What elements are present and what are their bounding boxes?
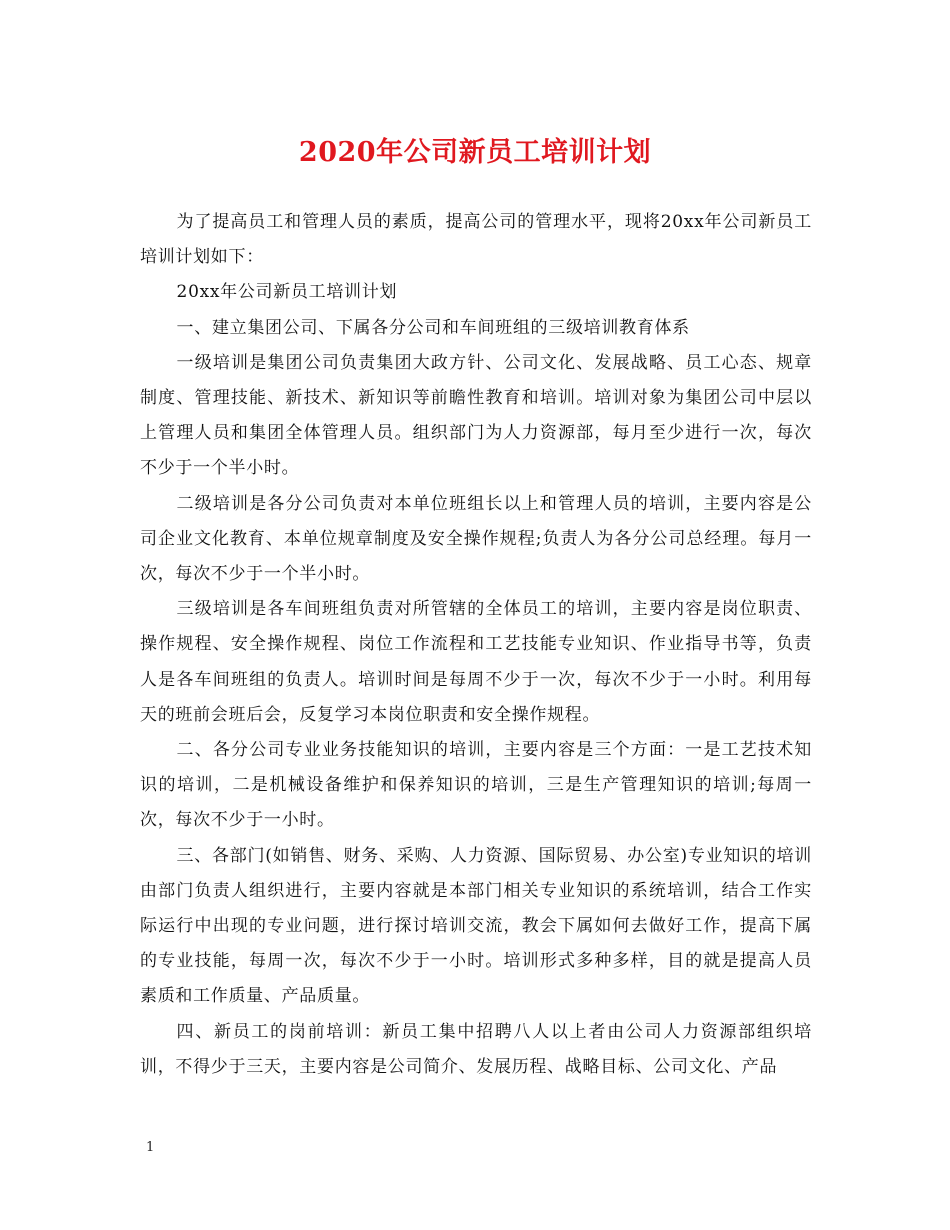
level-2-training-paragraph: 二级培训是各分公司负责对本单位班组长以上和管理人员的培训，主要内容是公司企业文化教育、本单位规章制度及安全操作规程;负责人为各分公司总经理。每月一次，每次不少于一个半小时。 (140, 493, 812, 585)
document-title: 2020年公司新员工培训计划 (298, 137, 652, 168)
section-2-paragraph: 二、各分公司专业业务技能知识的培训，主要内容是三个方面：一是工艺技术知识的培训，二是机械设备维护和保养知识的培训，三是生产管理知识的培训;每周一次，每次不少于一小时。 (140, 740, 812, 831)
section-4-paragraph: 四、新员工的岗前培训：新员工集中招聘八人以上者由公司人力资源部组织培训，不得少于三天，主要内容是公司简介、发展历程、战略目标、公司文化、产品 (140, 1021, 812, 1077)
page-number: 1 (146, 1140, 155, 1155)
section-heading-1: 一、建立集团公司、下属各分公司和车间班组的三级培训教育体系 (176, 317, 690, 338)
intro-paragraph: 为了提高员工和管理人员的素质，提高公司的管理水平，现将20xx年公司新员工培训计划如下： (140, 212, 812, 268)
section-3-paragraph: 三、各部门(如销售、财务、采购、人力资源、国际贸易、办公室)专业知识的培训由部门负责人组织进行，主要内容就是本部门相关专业知识的系统培训，结合工作实际运行中出现的专业问题，进行探讨培训交流，教会下属如何去做好工作，提高下属的专业技能，每周一次，每次不少于一小时。培训形式多种多样，目的就是提高人员素质和工作质量、产品质量。 (140, 845, 812, 1007)
level-1-training-paragraph: 一级培训是集团公司负责集团大政方针、公司文化、发展战略、员工心态、规章制度、管理技能、新技术、新知识等前瞻性教育和培训。培训对象为集团公司中层以上管理人员和集团全体管理人员。组织部门为人力资源部，每月至少进行一次，每次不少于一个半小时。 (140, 352, 812, 479)
plan-subtitle: 20xx年公司新员工培训计划 (176, 282, 398, 303)
document-body (140, 205, 812, 1085)
level-3-training-paragraph: 三级培训是各车间班组负责对所管辖的全体员工的培训，主要内容是岗位职责、操作规程、安全操作规程、岗位工作流程和工艺技能专业知识、作业指导书等，负责人是各车间班组的负责人。培训时间是每周不少于一次，每次不少于一小时。利用每天的班前会班后会，反复学习本岗位职责和安全操作规程。 (140, 599, 812, 725)
